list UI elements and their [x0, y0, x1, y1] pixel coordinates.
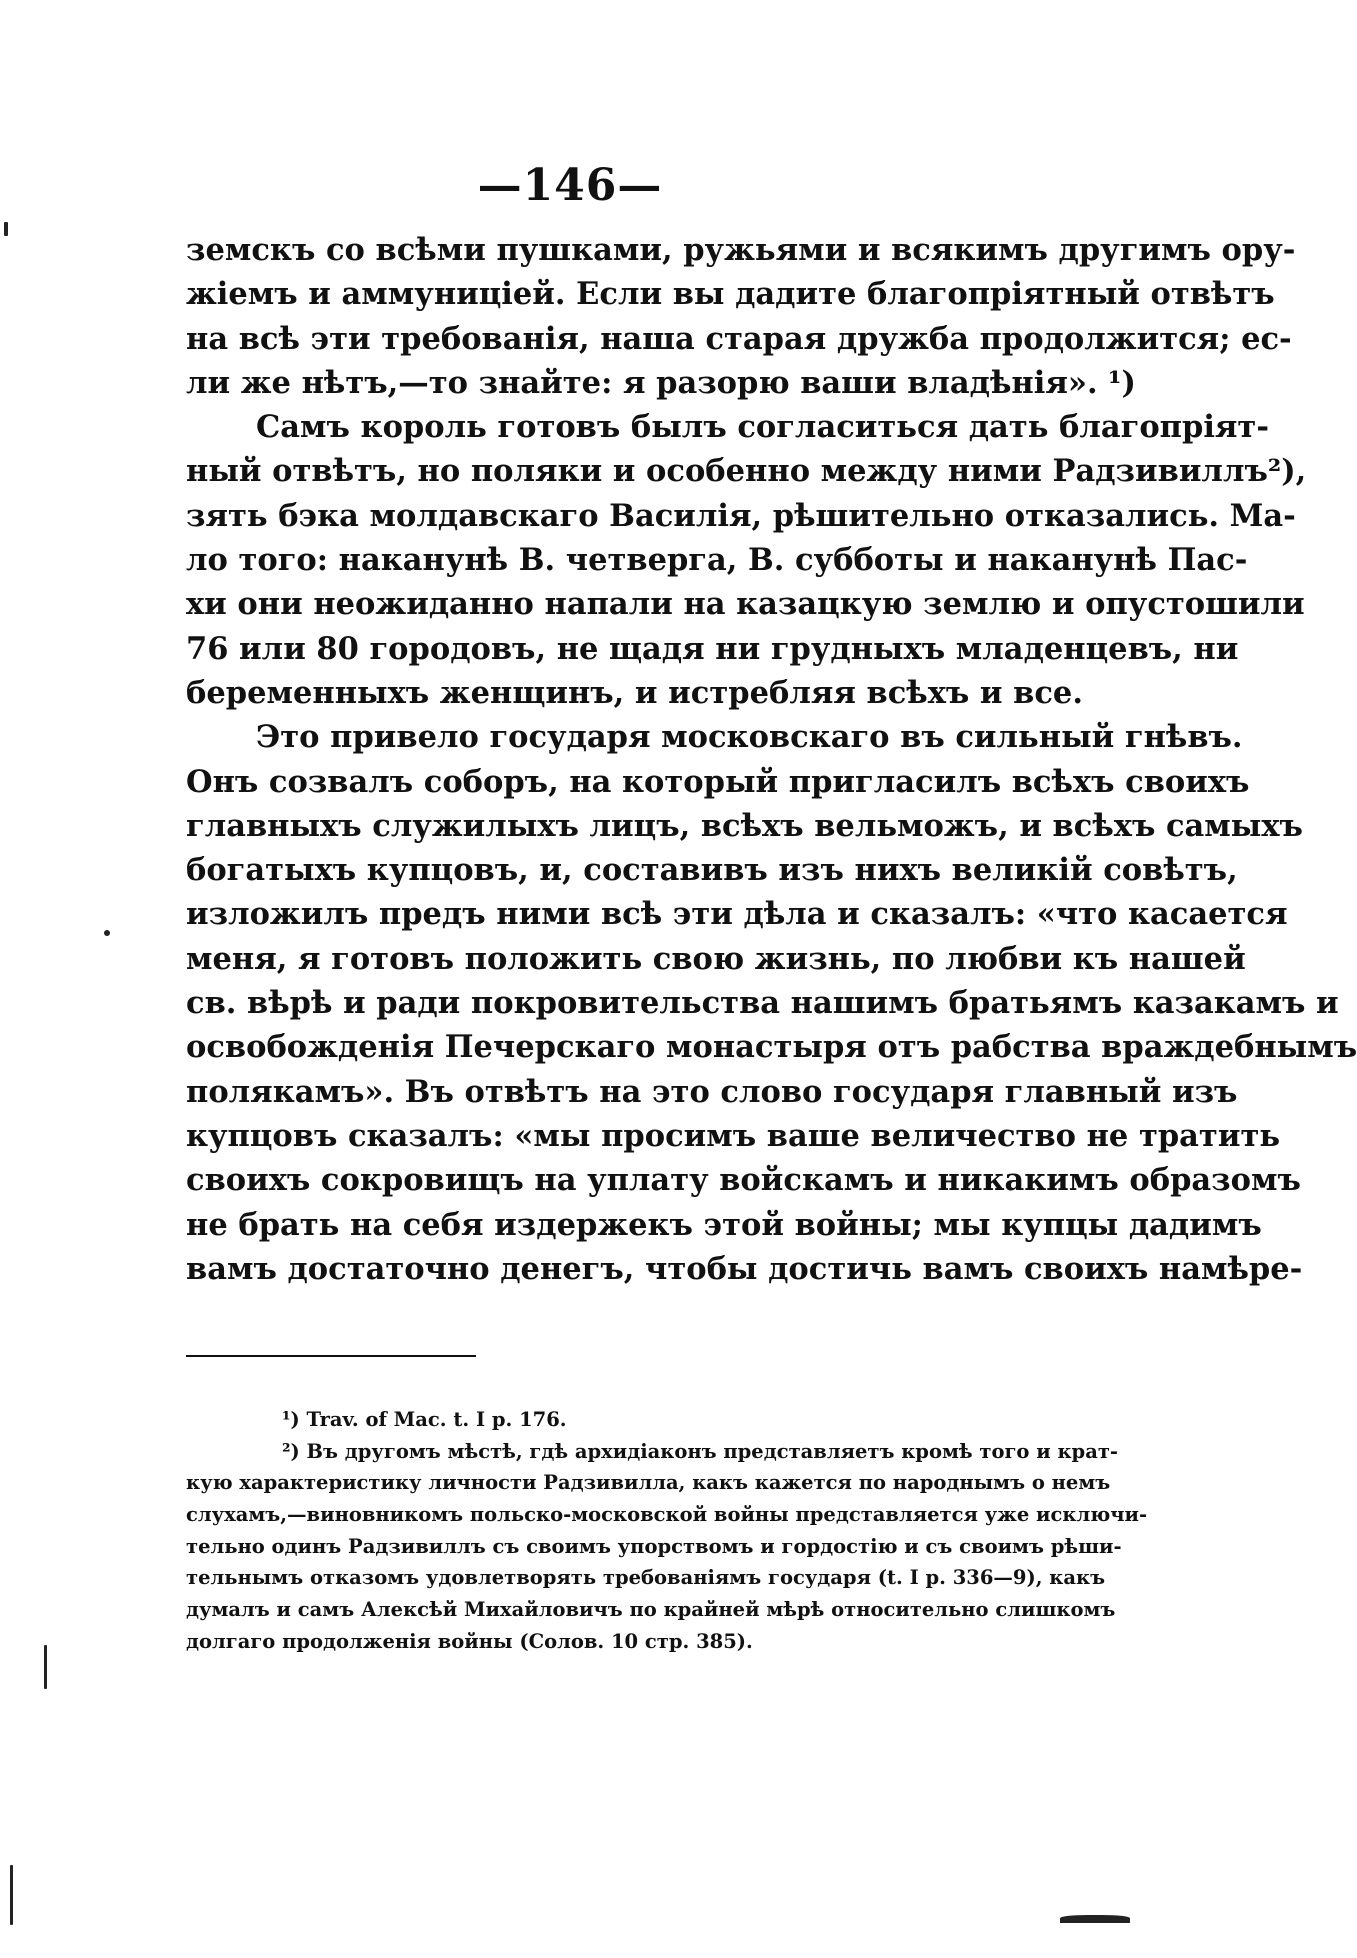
footnote-line: тельнымъ отказомъ удовлетворять требованіямъ государя (t. I p. 336—9), какъ: [186, 1566, 1106, 1590]
text-line: купцовъ сказалъ: «мы просимъ ваше величество не тратить: [186, 1117, 1281, 1154]
text-line: ный отвѣтъ, но поляки и особенно между ними Радзивиллъ²),: [186, 453, 1307, 490]
text-line: своихъ сокровищъ на уплату войскамъ и никакимъ образомъ: [186, 1162, 1301, 1199]
text-line: жіемъ и аммуниціей. Если вы дадите благопріятный отвѣтъ: [186, 276, 1275, 313]
footnote-line: долгаго продолженія войны (Солов. 10 стр. 385).: [186, 1629, 753, 1653]
footnote-line: ²) Въ другомъ мѣстѣ, гдѣ архидіаконъ представляетъ кромѣ того и крат-: [282, 1439, 1119, 1463]
text-line: зять бэка молдавскаго Василія, рѣшительно отказались. Ма-: [186, 497, 1296, 534]
text-line: освобожденія Печерскаго монастыря отъ рабства враждебнымъ: [186, 1029, 1357, 1066]
scan-speck: [4, 222, 8, 236]
text-line: св. вѣрѣ и ради покровительства нашимъ братьямъ казакамъ и: [186, 985, 1339, 1022]
text-line: хи они неожиданно напали на казацкую землю и опустошили: [186, 586, 1305, 623]
text-line: ли же нѣтъ,—то знайте: я разорю ваши владѣнія». ¹): [186, 364, 1136, 401]
text-line: 76 или 80 городовъ, не щадя ни грудныхъ младенцевъ, ни: [186, 630, 1239, 667]
footnotes: [186, 1404, 1148, 1658]
text-line: ло того: наканунѣ В. четверга, В. субботы и наканунѣ Пас-: [186, 542, 1248, 579]
text-line: Самъ король готовъ былъ согласиться дать благопріят-: [256, 409, 1269, 446]
main-text: [186, 228, 1357, 1291]
text-line: земскъ со всѣми пушками, ружьями и всякимъ другимъ ору-: [186, 232, 1296, 268]
page-number: —146—: [477, 160, 663, 211]
text-line: не брать на себя издержекъ этой войны; мы купцы дадимъ: [186, 1206, 1262, 1243]
text-line: главныхъ служилыхъ лицъ, всѣхъ вельможъ, и всѣхъ самыхъ: [186, 807, 1303, 844]
text-line: полякамъ». Въ отвѣтъ на это слово государя главный изъ: [186, 1073, 1238, 1110]
footnote-line: думалъ и самъ Алексѣй Михайловичъ по крайней мѣрѣ относительно слишкомъ: [186, 1598, 1116, 1622]
text-line: богатыхъ купцовъ, и, составивъ изъ нихъ великій совѣтъ,: [186, 852, 1238, 889]
text-line: изложилъ предъ ними всѣ эти дѣла и сказалъ: «что касается: [186, 896, 1288, 933]
scan-speck: [1060, 1915, 1130, 1923]
footnote-divider: [186, 1355, 476, 1357]
footnote-line: слухамъ,—виновникомъ польско-московской войны представляется уже исключи-: [186, 1503, 1148, 1527]
footnote-line: ¹) Trav. of Mac. t. I p. 176.: [282, 1408, 567, 1431]
text-line: Это привело государя московскаго въ сильный гнѣвъ.: [256, 719, 1243, 756]
text-line: вамъ достаточно денегъ, чтобы достичь вамъ своихъ намѣре-: [186, 1250, 1303, 1287]
scan-speck: [44, 1645, 47, 1689]
text-line: на всѣ эти требованія, наша старая дружба продолжится; ес-: [186, 320, 1292, 357]
text-line: беременныхъ женщинъ, и истребляя всѣхъ и все.: [186, 674, 1083, 711]
text-line: Онъ созвалъ соборъ, на который пригласилъ всѣхъ своихъ: [186, 763, 1250, 800]
scan-speck: [10, 1865, 13, 1925]
footnote-line: тельно одинъ Радзивиллъ съ своимъ упорствомъ и гордостію и съ своимъ рѣши-: [186, 1534, 1122, 1558]
text-line: меня, я готовъ положить свою жизнь, по любви къ нашей: [186, 940, 1246, 977]
scan-speck: [104, 930, 110, 936]
footnote-line: кую характеристику личности Радзивилла, какъ кажется по народнымъ о немъ: [186, 1471, 1111, 1495]
